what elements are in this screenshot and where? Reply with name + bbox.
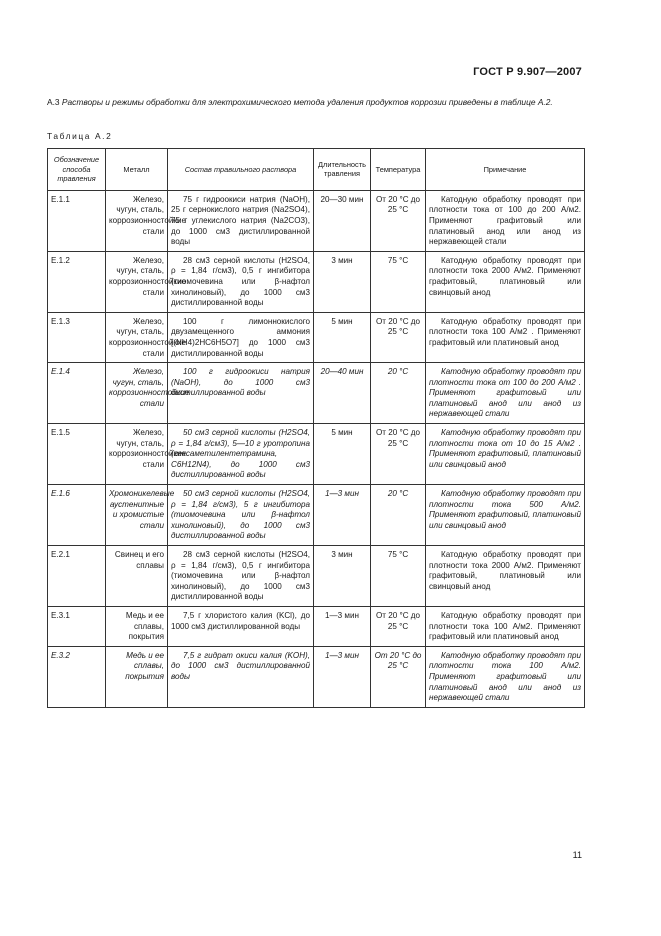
designation-cell: Е.1.3 [48,312,106,362]
clause-text: Растворы и режимы обработки для электрохимического метода удаления продуктов коррозии приведены в таблице А.2. [61,97,553,107]
note-cell: Катодную обработку проводят при плотности тока от 100 до 200 А/м2. Применяют графитовый или платиновый анод или анод из нержавеющей стали [426,190,585,251]
table-caption: Таблица А.2 [47,131,113,141]
table-row [48,646,585,707]
temperature-cell: От 20 °С до 25 °С [371,190,426,251]
designation-cell: Е.1.6 [48,485,106,546]
duration-cell: 3 мин [314,546,371,607]
composition-cell: 50 см3 серной кислоты (H2SO4, ρ = 1,84 г/см3), 5—10 г уротропина (гексаметилентетрамина, C6H12N4), до 1000 см3 дистиллированной воды [168,424,314,485]
metal-cell: Медь и ее сплавы, покрытия [106,606,168,646]
page-number: 11 [572,850,582,860]
temperature-cell: От 20 °С до 25 °С [371,606,426,646]
metal-cell: Железо, чугун, сталь, коррозионностойкие стали [106,251,168,312]
duration-cell: 5 мин [314,424,371,485]
col-duration: Длительность травления [314,149,371,191]
table-row [48,251,585,312]
temperature-cell: От 20 °С до 25 °С [371,312,426,362]
table-row [48,363,585,424]
note-cell: Катодную обработку проводят при плотности тока 100 А/м2 . Применяют графитовый или платиновый анод [426,312,585,362]
composition-cell: 50 см3 серной кислоты (H2SO4, ρ = 1,84 г/см3), 5 г ингибитора (тиомочевина или β-нафтол хинолиновый), до 1000 см3 дистиллированной воды [168,485,314,546]
designation-cell: Е.2.1 [48,546,106,607]
composition-cell: 7,5 г хлористого калия (KCl), до 1000 см3 дистиллированной воды [168,606,314,646]
designation-cell: Е.1.1 [48,190,106,251]
table-header-row [48,149,585,191]
table-row [48,546,585,607]
note-cell: Катодную обработку проводят при плотности тока от 10 до 15 А/м2 . Применяют графитовый, платиновый или свинцовый анод [426,424,585,485]
intro-paragraph [47,96,583,110]
duration-cell: 20—40 мин [314,363,371,424]
standard-designation: ГОСТ Р 9.907—2007 [473,66,582,78]
col-designation: Обозначение способа травления [48,149,106,191]
duration-cell: 5 мин [314,312,371,362]
note-cell: Катодную обработку проводят при плотности тока 500 А/м2. Применяют графитовый, платиновый или свинцовый анод [426,485,585,546]
metal-cell: Железо, чугун, сталь, коррозионностойкие стали [106,424,168,485]
table-row [48,190,585,251]
col-note: Примечание [426,149,585,191]
temperature-cell: От 20 °С до 25 °С [371,424,426,485]
temperature-cell: 75 °С [371,546,426,607]
designation-cell: Е.3.2 [48,646,106,707]
note-cell: Катодную обработку проводят при плотности тока 2000 А/м2. Применяют графитовый, платиновый или свинцовый анод [426,251,585,312]
temperature-cell: 20 °С [371,363,426,424]
table-row [48,485,585,546]
table-row [48,312,585,362]
composition-cell: 28 см3 серной кислоты (H2SO4, ρ = 1,84 г/см3), 0,5 г ингибитора (тиомочевина или β-нафтол хинолиновый), до 1000 см3 дистиллированной воды [168,251,314,312]
col-composition: Состав травильного раствора [168,149,314,191]
table-row [48,606,585,646]
clause-number: А.3 [47,97,60,107]
col-temperature: Температура [371,149,426,191]
metal-cell: Железо, чугун, сталь, коррозионностойкие стали [106,363,168,424]
table-row [48,424,585,485]
duration-cell: 20—30 мин [314,190,371,251]
note-cell: Катодную обработку проводят при плотности тока от 100 до 200 А/м2 . Применяют графитовый или платиновый анод или анод из нержавеющей стали [426,363,585,424]
designation-cell: Е.1.5 [48,424,106,485]
metal-cell: Железо, чугун, сталь, коррозионностойкие стали [106,190,168,251]
note-cell: Катодную обработку проводят при плотности тока 2000 А/м2. Применяют графитовый, платиновый или свинцовый анод [426,546,585,607]
metal-cell: Железо, чугун, сталь, коррозионностойкие стали [106,312,168,362]
temperature-cell: От 20 °С до 25 °С [371,646,426,707]
etching-table [47,148,585,708]
temperature-cell: 75 °С [371,251,426,312]
composition-cell: 100 г лимоннокислого двузамещенного аммония [(NH4)2HC6H5O7] до 1000 см3 дистиллированной воды [168,312,314,362]
temperature-cell: 20 °С [371,485,426,546]
metal-cell: Хромоникелевые аустенитные и хромистые стали [106,485,168,546]
composition-cell: 75 г гидроокиси натрия (NaOH), 25 г сернокислого натрия (Na2SO4), 75 г углекислого натрия (Na2CO3), до 1000 см3 дистиллированной воды [168,190,314,251]
composition-cell: 100 г гидроокиси натрия (NaOH), до 1000 см3 дистиллированной воды [168,363,314,424]
designation-cell: Е.3.1 [48,606,106,646]
col-metal: Металл [106,149,168,191]
designation-cell: Е.1.4 [48,363,106,424]
metal-cell: Свинец и его сплавы [106,546,168,607]
duration-cell: 1—3 мин [314,606,371,646]
composition-cell: 28 см3 серной кислоты (H2SO4, ρ = 1,84 г/см3), 0,5 г ингибитора (тиомочевина или β-нафтол хинолиновый), до 1000 см3 дистиллированной воды [168,546,314,607]
duration-cell: 3 мин [314,251,371,312]
note-cell: Катодную обработку проводят при плотности тока 100 А/м2. Применяют графитовый или платиновый анод [426,606,585,646]
designation-cell: Е.1.2 [48,251,106,312]
composition-cell: 7,5 г гидрат окиси калия (KOH), до 1000 см3 дистиллированной воды [168,646,314,707]
note-cell: Катодную обработку проводят при плотности тока 100 А/м2. Применяют графитовый или платиновый анод или анод из нержавеющей стали [426,646,585,707]
duration-cell: 1—3 мин [314,646,371,707]
metal-cell: Медь и ее сплавы, покрытия [106,646,168,707]
duration-cell: 1—3 мин [314,485,371,546]
